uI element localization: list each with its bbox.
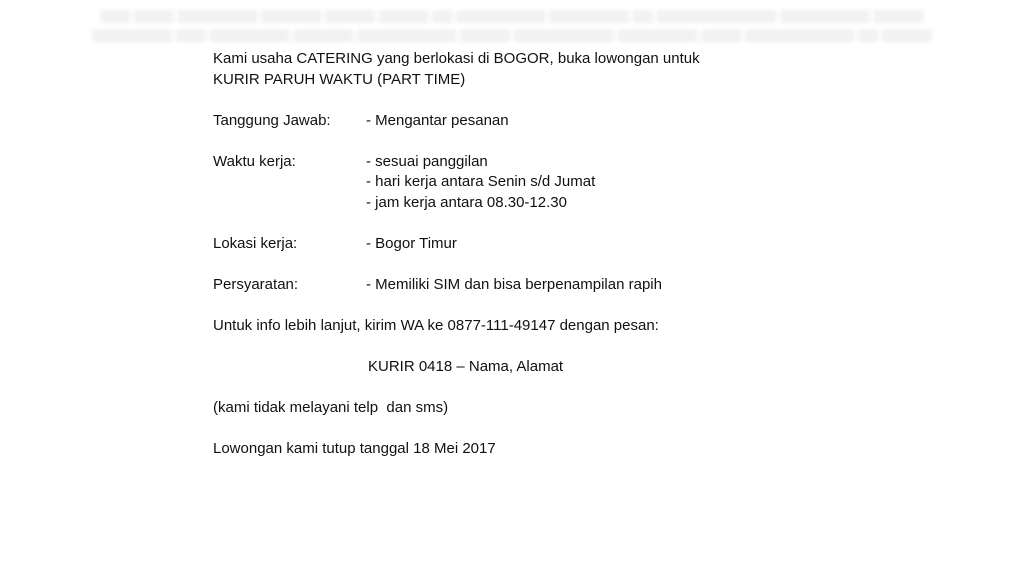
spacer [213, 213, 833, 234]
spacer [213, 418, 833, 439]
work-time-item: - hari kerja antara Senin s/d Jumat [366, 173, 596, 190]
spacer [213, 336, 833, 357]
requirements-row [213, 275, 833, 296]
spacer [213, 377, 833, 398]
requirements-label: Persyaratan: [213, 275, 299, 293]
faint-background-text: ▇▇▇▇▇▇▇▇ ▇▇▇ ▇▇▇▇▇▇▇▇ ▇▇▇▇▇▇ ▇▇▇▇▇▇▇▇▇▇ ▇▇▇▇▇ ▇▇▇▇▇▇▇▇▇▇ ▇▇▇▇▇▇▇▇ ▇▇▇▇ ▇▇▇▇▇▇▇▇▇▇▇ ▇▇ ▇▇▇▇▇ [92, 27, 932, 42]
contact-note: (kami tidak melayani telp dan sms) [213, 398, 449, 416]
work-time-item: - sesuai panggilan [366, 152, 488, 170]
job-posting [213, 49, 833, 459]
intro-line-1: Kami usaha CATERING yang berlokasi di BOGOR, buka lowongan untuk [213, 50, 700, 67]
spacer [213, 90, 833, 111]
work-time-row [213, 193, 833, 214]
intro-line-2: KURIR PARUH WAKTU (PART TIME) [213, 70, 466, 88]
location-label: Lokasi kerja: [213, 234, 298, 252]
requirements-value: - Memiliki SIM dan bisa berpenampilan rapih [366, 275, 662, 293]
label-spacer [213, 193, 366, 214]
message-format: KURIR 0418 – Nama, Alamat [368, 357, 564, 375]
label-spacer [213, 172, 366, 193]
work-time-item: - jam kerja antara 08.30-12.30 [366, 193, 567, 211]
work-time-label: Waktu kerja: [213, 152, 296, 170]
faint-background-text: ▇▇▇ ▇▇▇▇ ▇▇▇▇▇▇▇▇ ▇▇▇▇▇▇ ▇▇▇▇▇ ▇▇▇▇▇ ▇▇ ▇▇▇▇▇▇▇▇▇ ▇▇▇▇▇▇▇▇ ▇▇ ▇▇▇▇▇▇▇▇▇▇▇▇ ▇▇▇▇▇▇▇▇▇ ▇▇▇▇▇ [100, 8, 924, 23]
location-row [213, 234, 833, 255]
responsibility-value: - Mengantar pesanan [366, 111, 509, 129]
contact-info: Untuk info lebih lanjut, kirim WA ke 0877-111-49147 dengan pesan: [213, 316, 659, 334]
spacer [213, 131, 833, 152]
work-time-row [213, 152, 833, 173]
responsibility-label: Tanggung Jawab: [213, 111, 331, 129]
spacer [213, 254, 833, 275]
spacer [213, 295, 833, 316]
work-time-row [213, 172, 833, 193]
responsibility-row [213, 111, 833, 132]
location-value: - Bogor Timur [366, 234, 457, 252]
closing-date: Lowongan kami tutup tanggal 18 Mei 2017 [213, 439, 496, 457]
